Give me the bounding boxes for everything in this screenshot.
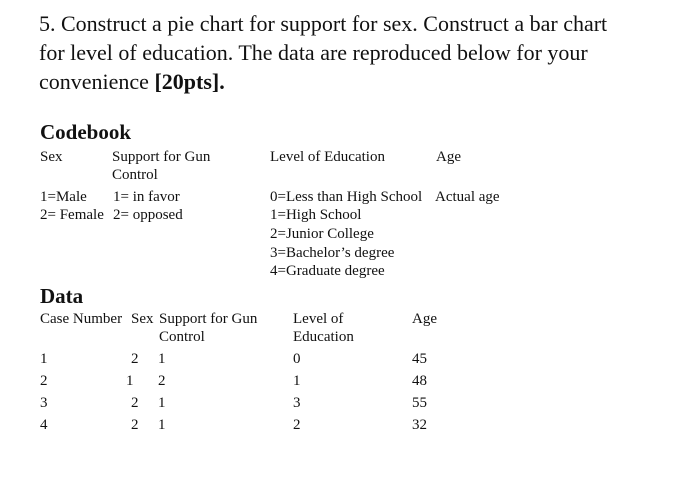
support-cell: 1 bbox=[158, 351, 166, 367]
education-cell: 0 bbox=[293, 351, 301, 367]
codebook-heading: Codebook bbox=[40, 120, 132, 144]
education-header-2: Education bbox=[293, 329, 354, 345]
education-code: 0=Less than High School bbox=[270, 189, 423, 205]
support-code: 1= in favor bbox=[113, 189, 180, 205]
sex-cell: 2 bbox=[131, 351, 139, 367]
support-cell: 2 bbox=[158, 373, 166, 389]
education-code: 3=Bachelor’s degree bbox=[270, 245, 395, 261]
codebook-sex-header: Sex bbox=[40, 149, 63, 165]
sex-cell: 2 bbox=[131, 395, 139, 411]
data-heading: Data bbox=[40, 284, 84, 308]
education-code: 2=Junior College bbox=[270, 226, 374, 242]
support-header-2: Control bbox=[159, 329, 205, 345]
support-code: 2= opposed bbox=[113, 207, 183, 223]
education-cell: 3 bbox=[293, 395, 301, 411]
question-line-3 bbox=[39, 68, 225, 96]
age-code: Actual age bbox=[435, 189, 500, 205]
support-cell: 1 bbox=[158, 417, 166, 433]
education-code: 1=High School bbox=[270, 207, 362, 223]
case-cell: 3 bbox=[40, 395, 48, 411]
education-cell: 2 bbox=[293, 417, 301, 433]
sex-cell: 1 bbox=[126, 373, 134, 389]
sex-cell: 2 bbox=[131, 417, 139, 433]
sex-code: 1=Male bbox=[40, 189, 87, 205]
points-label: [20pts]. bbox=[154, 69, 225, 94]
question-line-2: for level of education. The data are reproduced below for your bbox=[39, 40, 588, 65]
codebook-support-header-1: Support for Gun bbox=[112, 149, 211, 165]
case-cell: 4 bbox=[40, 417, 48, 433]
age-cell: 45 bbox=[412, 351, 427, 367]
support-header-1: Support for Gun bbox=[159, 311, 258, 327]
sex-header: Sex bbox=[131, 311, 154, 327]
question-line-1: 5. Construct a pie chart for support for sex. Construct a bar chart bbox=[39, 11, 608, 36]
case-cell: 1 bbox=[40, 351, 48, 367]
age-cell: 55 bbox=[412, 395, 427, 411]
support-cell: 1 bbox=[158, 395, 166, 411]
codebook-support-header-2: Control bbox=[112, 167, 158, 183]
education-header-1: Level of bbox=[293, 311, 344, 327]
case-cell: 2 bbox=[40, 373, 48, 389]
sex-code: 2= Female bbox=[40, 207, 104, 223]
age-cell: 48 bbox=[412, 373, 427, 389]
question-line-3-text: convenience bbox=[39, 69, 155, 94]
education-cell: 1 bbox=[293, 373, 301, 389]
codebook-age-header: Age bbox=[436, 149, 461, 165]
codebook-education-header: Level of Education bbox=[270, 149, 385, 165]
age-header: Age bbox=[412, 311, 437, 327]
case-number-header: Case Number bbox=[40, 311, 123, 327]
education-code: 4=Graduate degree bbox=[270, 263, 385, 279]
age-cell: 32 bbox=[412, 417, 427, 433]
